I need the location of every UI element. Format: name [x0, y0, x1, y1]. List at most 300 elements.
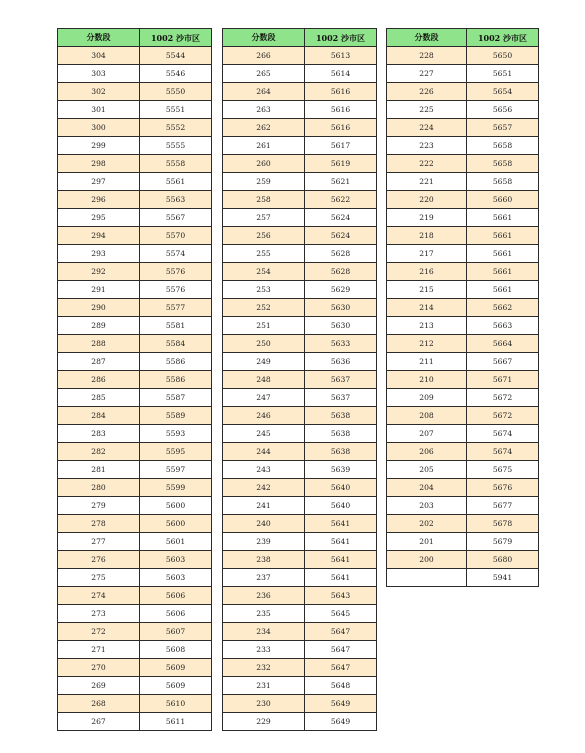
score-cell: 233: [223, 641, 305, 659]
table-row: [223, 335, 377, 353]
table-row: [223, 407, 377, 425]
score-cell: 294: [58, 227, 140, 245]
score-cell: 244: [223, 443, 305, 461]
table-row: [387, 335, 539, 353]
rank-cell: 5629: [305, 281, 377, 299]
score-cell: 259: [223, 173, 305, 191]
score-cell: 207: [387, 425, 467, 443]
table-row: [223, 227, 377, 245]
score-cell: 245: [223, 425, 305, 443]
rank-cell: 5593: [140, 425, 212, 443]
rank-cell: 5661: [467, 227, 539, 245]
score-cell: 279: [58, 497, 140, 515]
rank-cell: 5546: [140, 65, 212, 83]
rank-cell: 5624: [305, 227, 377, 245]
table-row: [387, 353, 539, 371]
table-row: [58, 695, 212, 713]
score-cell: 273: [58, 605, 140, 623]
table-row: [387, 371, 539, 389]
table-row: [58, 461, 212, 479]
rank-cell: 5576: [140, 281, 212, 299]
score-cell: 237: [223, 569, 305, 587]
header-score-segment: 分数段: [387, 29, 467, 47]
table-row: [387, 515, 539, 533]
table-row: [223, 317, 377, 335]
rank-cell: 5595: [140, 443, 212, 461]
table-row: [223, 299, 377, 317]
table-row: [223, 623, 377, 641]
score-cell: 302: [58, 83, 140, 101]
rank-cell: 5607: [140, 623, 212, 641]
score-cell: 261: [223, 137, 305, 155]
table-row: [58, 47, 212, 65]
score-cell: [387, 569, 467, 587]
table-row: [387, 173, 539, 191]
score-cell: 282: [58, 443, 140, 461]
rank-cell: 5658: [467, 173, 539, 191]
rank-cell: 5599: [140, 479, 212, 497]
score-cell: 230: [223, 695, 305, 713]
rank-cell: 5658: [467, 137, 539, 155]
table-row: [387, 155, 539, 173]
rank-cell: 5637: [305, 371, 377, 389]
rank-cell: 5616: [305, 101, 377, 119]
rank-cell: 5606: [140, 587, 212, 605]
score-table-2: [222, 28, 377, 731]
score-cell: 268: [58, 695, 140, 713]
rank-cell: 5651: [467, 65, 539, 83]
rank-cell: 5638: [305, 425, 377, 443]
score-cell: 214: [387, 299, 467, 317]
header-district: 1002 沙市区: [467, 29, 539, 47]
score-cell: 200: [387, 551, 467, 569]
score-cell: 270: [58, 659, 140, 677]
table-row: [223, 461, 377, 479]
rank-cell: 5576: [140, 263, 212, 281]
score-cell: 304: [58, 47, 140, 65]
table-row: [58, 119, 212, 137]
table-row: [58, 155, 212, 173]
rank-cell: 5614: [305, 65, 377, 83]
rank-cell: 5561: [140, 173, 212, 191]
rank-cell: 5622: [305, 191, 377, 209]
table-header-row: [223, 29, 377, 47]
rank-cell: 5648: [305, 677, 377, 695]
score-cell: 285: [58, 389, 140, 407]
table-row: [387, 443, 539, 461]
header-score-segment: 分数段: [223, 29, 305, 47]
score-cell: 210: [387, 371, 467, 389]
score-cell: 264: [223, 83, 305, 101]
rank-cell: 5584: [140, 335, 212, 353]
score-cell: 243: [223, 461, 305, 479]
table-body: [223, 47, 377, 731]
table-row: [387, 191, 539, 209]
table-row: [58, 209, 212, 227]
table-row: [223, 425, 377, 443]
score-cell: 289: [58, 317, 140, 335]
rank-cell: 5544: [140, 47, 212, 65]
score-cell: 246: [223, 407, 305, 425]
rank-cell: 5661: [467, 263, 539, 281]
rank-cell: 5675: [467, 461, 539, 479]
rank-cell: 5621: [305, 173, 377, 191]
rank-cell: 5611: [140, 713, 212, 731]
score-table-1: [57, 28, 212, 731]
rank-cell: 5567: [140, 209, 212, 227]
table-row: [223, 515, 377, 533]
table-row: [223, 695, 377, 713]
rank-cell: 5667: [467, 353, 539, 371]
rank-cell: 5650: [467, 47, 539, 65]
rank-cell: 5641: [305, 515, 377, 533]
score-cell: 292: [58, 263, 140, 281]
rank-cell: 5608: [140, 641, 212, 659]
table-row: [387, 479, 539, 497]
rank-cell: 5647: [305, 641, 377, 659]
rank-cell: 5586: [140, 353, 212, 371]
table-row: [58, 533, 212, 551]
table-row: [58, 587, 212, 605]
table-row: [58, 353, 212, 371]
score-cell: 218: [387, 227, 467, 245]
table-row: [223, 551, 377, 569]
score-cell: 297: [58, 173, 140, 191]
score-cell: 215: [387, 281, 467, 299]
table-row: [223, 533, 377, 551]
score-cell: 241: [223, 497, 305, 515]
rank-cell: 5647: [305, 659, 377, 677]
rank-cell: 5603: [140, 569, 212, 587]
rank-cell: 5640: [305, 497, 377, 515]
table-row: [387, 65, 539, 83]
header-score-segment: 分数段: [58, 29, 140, 47]
rank-cell: 5577: [140, 299, 212, 317]
table-row: [58, 299, 212, 317]
table-row: [387, 245, 539, 263]
table-row: [223, 569, 377, 587]
score-cell: 293: [58, 245, 140, 263]
rank-cell: 5616: [305, 83, 377, 101]
table-row: [387, 407, 539, 425]
table-row: [58, 173, 212, 191]
score-cell: 202: [387, 515, 467, 533]
score-cell: 274: [58, 587, 140, 605]
score-cell: 223: [387, 137, 467, 155]
rank-cell: 5647: [305, 623, 377, 641]
rank-cell: 5664: [467, 335, 539, 353]
rank-cell: 5639: [305, 461, 377, 479]
score-cell: 213: [387, 317, 467, 335]
rank-cell: 5563: [140, 191, 212, 209]
rank-cell: 5551: [140, 101, 212, 119]
table-row: [58, 137, 212, 155]
table-row: [58, 641, 212, 659]
rank-cell: 5628: [305, 263, 377, 281]
rank-cell: 5671: [467, 371, 539, 389]
table-row: [58, 227, 212, 245]
rank-cell: 5587: [140, 389, 212, 407]
table-row: [387, 137, 539, 155]
table-row: [58, 425, 212, 443]
rank-cell: 5586: [140, 371, 212, 389]
table-row: [223, 713, 377, 731]
score-cell: 291: [58, 281, 140, 299]
rank-cell: 5603: [140, 551, 212, 569]
rank-cell: 5638: [305, 407, 377, 425]
table-row: [58, 263, 212, 281]
table-row: [58, 83, 212, 101]
rank-cell: 5656: [467, 101, 539, 119]
rank-cell: 5941: [467, 569, 539, 587]
table-row: [58, 101, 212, 119]
table-row: [58, 713, 212, 731]
table-row: [223, 173, 377, 191]
rank-cell: 5645: [305, 605, 377, 623]
table-row: [58, 623, 212, 641]
table-row: [223, 443, 377, 461]
rank-cell: 5555: [140, 137, 212, 155]
table-row: [387, 569, 539, 587]
score-cell: 300: [58, 119, 140, 137]
score-cell: 272: [58, 623, 140, 641]
table-row: [387, 209, 539, 227]
table-row: [387, 47, 539, 65]
table-row: [58, 281, 212, 299]
score-cell: 227: [387, 65, 467, 83]
table-row: [58, 443, 212, 461]
table-body: [58, 47, 212, 731]
table-row: [223, 155, 377, 173]
rank-cell: 5609: [140, 677, 212, 695]
score-cell: 265: [223, 65, 305, 83]
table-row: [58, 245, 212, 263]
table-row: [387, 389, 539, 407]
table-row: [58, 407, 212, 425]
score-cell: 269: [58, 677, 140, 695]
table-row: [223, 353, 377, 371]
score-cell: 234: [223, 623, 305, 641]
score-cell: 277: [58, 533, 140, 551]
score-cell: 250: [223, 335, 305, 353]
rank-cell: 5574: [140, 245, 212, 263]
rank-cell: 5633: [305, 335, 377, 353]
score-cell: 262: [223, 119, 305, 137]
table-row: [223, 587, 377, 605]
rank-cell: 5661: [467, 281, 539, 299]
rank-cell: 5606: [140, 605, 212, 623]
table-row: [223, 605, 377, 623]
score-cell: 238: [223, 551, 305, 569]
rank-cell: 5628: [305, 245, 377, 263]
score-cell: 267: [58, 713, 140, 731]
table-row: [387, 317, 539, 335]
table-row: [58, 659, 212, 677]
rank-cell: 5558: [140, 155, 212, 173]
table-row: [387, 299, 539, 317]
rank-cell: 5661: [467, 245, 539, 263]
table-row: [387, 461, 539, 479]
table-row: [223, 245, 377, 263]
rank-cell: 5672: [467, 389, 539, 407]
score-cell: 271: [58, 641, 140, 659]
score-cell: 228: [387, 47, 467, 65]
score-cell: 263: [223, 101, 305, 119]
table-row: [387, 83, 539, 101]
rank-cell: 5641: [305, 551, 377, 569]
table-row: [223, 371, 377, 389]
score-cell: 281: [58, 461, 140, 479]
table-row: [387, 281, 539, 299]
score-cell: 205: [387, 461, 467, 479]
rank-cell: 5638: [305, 443, 377, 461]
score-cell: 266: [223, 47, 305, 65]
rank-cell: 5552: [140, 119, 212, 137]
table-row: [58, 479, 212, 497]
score-cell: 258: [223, 191, 305, 209]
score-cell: 212: [387, 335, 467, 353]
score-cell: 298: [58, 155, 140, 173]
rank-cell: 5661: [467, 209, 539, 227]
table-row: [387, 533, 539, 551]
table-row: [58, 335, 212, 353]
rank-cell: 5674: [467, 443, 539, 461]
table-row: [223, 47, 377, 65]
rank-cell: 5679: [467, 533, 539, 551]
rank-cell: 5658: [467, 155, 539, 173]
score-cell: 231: [223, 677, 305, 695]
rank-cell: 5581: [140, 317, 212, 335]
table-row: [387, 497, 539, 515]
score-cell: 254: [223, 263, 305, 281]
table-header-row: [387, 29, 539, 47]
table-row: [387, 551, 539, 569]
score-cell: 283: [58, 425, 140, 443]
score-cell: 303: [58, 65, 140, 83]
table-row: [223, 83, 377, 101]
score-cell: 288: [58, 335, 140, 353]
score-cell: 217: [387, 245, 467, 263]
rank-cell: 5677: [467, 497, 539, 515]
rank-cell: 5672: [467, 407, 539, 425]
score-cell: 211: [387, 353, 467, 371]
rank-cell: 5609: [140, 659, 212, 677]
table-row: [58, 605, 212, 623]
rank-cell: 5680: [467, 551, 539, 569]
table-row: [58, 371, 212, 389]
score-cell: 290: [58, 299, 140, 317]
score-cell: 201: [387, 533, 467, 551]
score-cell: 216: [387, 263, 467, 281]
table-row: [223, 677, 377, 695]
header-district: 1002 沙市区: [140, 29, 212, 47]
score-cell: 203: [387, 497, 467, 515]
rank-cell: 5570: [140, 227, 212, 245]
score-cell: 220: [387, 191, 467, 209]
score-table-3: [386, 28, 539, 587]
rank-cell: 5660: [467, 191, 539, 209]
rank-cell: 5674: [467, 425, 539, 443]
table-row: [223, 281, 377, 299]
score-cell: 222: [387, 155, 467, 173]
table-row: [223, 65, 377, 83]
table-row: [223, 389, 377, 407]
rank-cell: 5662: [467, 299, 539, 317]
table-row: [387, 425, 539, 443]
rank-cell: 5643: [305, 587, 377, 605]
table-row: [58, 677, 212, 695]
score-cell: 280: [58, 479, 140, 497]
rank-cell: 5610: [140, 695, 212, 713]
score-cell: 226: [387, 83, 467, 101]
table-row: [58, 515, 212, 533]
table-row: [223, 263, 377, 281]
rank-cell: 5630: [305, 317, 377, 335]
score-cell: 225: [387, 101, 467, 119]
score-cell: 287: [58, 353, 140, 371]
rank-cell: 5663: [467, 317, 539, 335]
table-row: [58, 551, 212, 569]
score-cell: 284: [58, 407, 140, 425]
table-row: [223, 479, 377, 497]
table-row: [223, 641, 377, 659]
rank-cell: 5550: [140, 83, 212, 101]
score-cell: 242: [223, 479, 305, 497]
score-cell: 257: [223, 209, 305, 227]
score-cell: 275: [58, 569, 140, 587]
table-row: [387, 119, 539, 137]
rank-cell: 5637: [305, 389, 377, 407]
rank-cell: 5641: [305, 569, 377, 587]
table-row: [223, 101, 377, 119]
rank-cell: 5649: [305, 713, 377, 731]
table-row: [387, 101, 539, 119]
score-cell: 206: [387, 443, 467, 461]
rank-cell: 5657: [467, 119, 539, 137]
score-cell: 239: [223, 533, 305, 551]
rank-cell: 5617: [305, 137, 377, 155]
table-row: [387, 227, 539, 245]
score-cell: 221: [387, 173, 467, 191]
score-cell: 255: [223, 245, 305, 263]
score-cell: 253: [223, 281, 305, 299]
score-cell: 240: [223, 515, 305, 533]
score-cell: 232: [223, 659, 305, 677]
table-row: [223, 209, 377, 227]
rank-cell: 5641: [305, 533, 377, 551]
table-row: [223, 137, 377, 155]
rank-cell: 5649: [305, 695, 377, 713]
header-district: 1002 沙市区: [305, 29, 377, 47]
table-row: [223, 497, 377, 515]
table-row: [223, 659, 377, 677]
rank-cell: 5589: [140, 407, 212, 425]
rank-cell: 5601: [140, 533, 212, 551]
rank-cell: 5600: [140, 497, 212, 515]
score-cell: 252: [223, 299, 305, 317]
rank-cell: 5597: [140, 461, 212, 479]
rank-cell: 5678: [467, 515, 539, 533]
rank-cell: 5619: [305, 155, 377, 173]
rank-cell: 5616: [305, 119, 377, 137]
rank-cell: 5636: [305, 353, 377, 371]
score-cell: 260: [223, 155, 305, 173]
table-header-row: [58, 29, 212, 47]
table-row: [223, 191, 377, 209]
rank-cell: 5613: [305, 47, 377, 65]
score-cell: 229: [223, 713, 305, 731]
score-cell: 209: [387, 389, 467, 407]
